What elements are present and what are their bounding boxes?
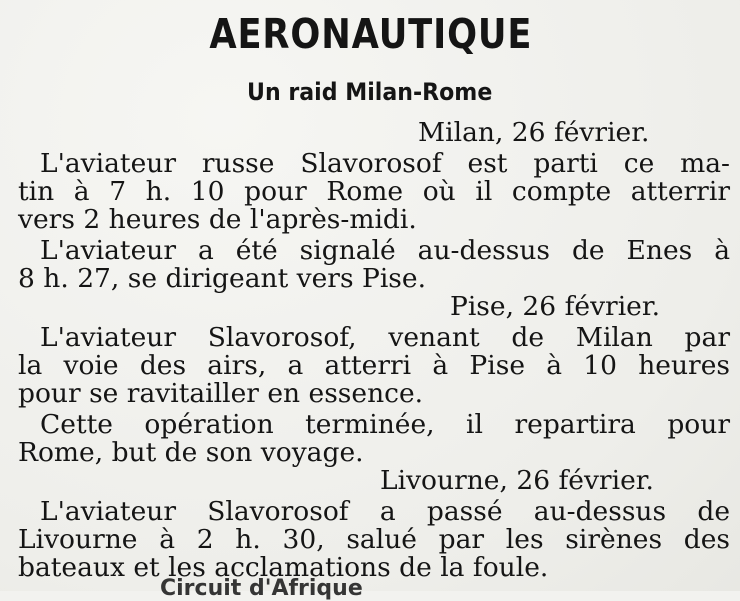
article-line: tin à 7 h. 10 pour Rome où il compte atterrir (18, 176, 730, 207)
article-line: pour se ravitailler en essence. (18, 378, 424, 409)
article-line: Rome, but de son voyage. (18, 437, 364, 468)
article-line: L'aviateur russe Slavorosof est parti ce ma- (40, 148, 730, 179)
dateline-livourne: Livourne, 26 février. (380, 465, 654, 496)
article-subheadline: Un raid Milan-Rome (247, 78, 493, 106)
article-line: L'aviateur a été signalé au-dessus de Enes à (40, 235, 730, 266)
next-heading-partial: Circuit d'Afrique (160, 576, 363, 601)
article-line: Livourne à 2 h. 30, salué par les sirènes des (18, 524, 730, 555)
article-line: Cette opération terminée, il repartira pour (40, 409, 730, 440)
article-line: bateaux et les acclamations de la foule. (18, 552, 549, 583)
article-line: L'aviateur Slavorosof, venant de Milan par (40, 322, 730, 353)
article-line: vers 2 heures de l'après-midi. (18, 204, 417, 235)
article-headline: AERONAUTIQUE (209, 10, 533, 58)
dateline-pise: Pise, 26 février. (450, 291, 661, 322)
dateline-milan: Milan, 26 février. (418, 117, 650, 148)
article-line: L'aviateur Slavorosof a passé au-dessus de (40, 496, 730, 527)
article-line: la voie des airs, a atterri à Pise à 10 heures (18, 350, 730, 381)
article-line: 8 h. 27, se dirigeant vers Pise. (18, 263, 426, 294)
